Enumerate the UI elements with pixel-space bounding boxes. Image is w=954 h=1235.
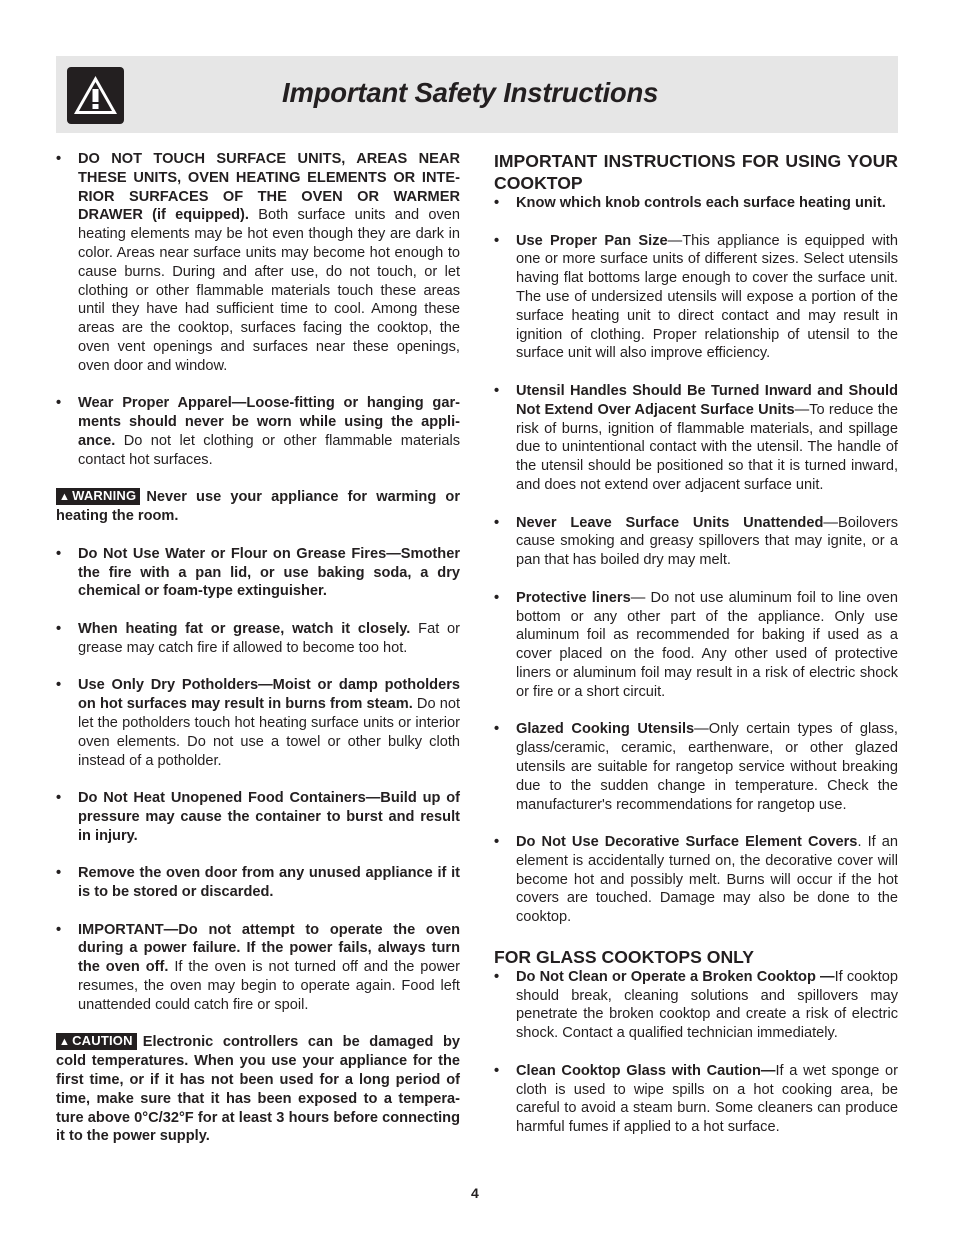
bullet-heading: Protective liners (516, 589, 631, 606)
list-item (56, 864, 460, 902)
caution-label (56, 1033, 137, 1050)
list-item (494, 514, 898, 570)
page-header (56, 56, 898, 133)
bullet-heading: Use Proper Pan Size (516, 232, 668, 249)
bullet-heading: Do Not Use Water or Flour on Grease Fires—Smother the fire with a pan lid, or use baking soda, a dry chemical or foam-type extinguisher. (78, 545, 460, 600)
list-item (494, 968, 898, 1043)
exclamation-warning-icon (67, 67, 124, 124)
section-heading: FOR GLASS COOKTOPS ONLY (494, 946, 755, 967)
bullet-text: —This appliance is equipped with one or more surface units of different sizes. Select utensils having flat bottoms large enough to cover the surface unit. The use of undersized utensils will expose a portion of the surface heating unit to direct contact and may result in ignition of clothing. Proper relationship of utensil to the surface unit will also improve efficiency. (516, 232, 898, 362)
bullet-heading: Do Not Heat Unopened Food Containers—Build up of pressure may cause the container to burst and result in injury. (78, 790, 460, 844)
bullet-heading: Never Leave Surface Units Unattended (516, 514, 824, 531)
bullet-heading: Utensil Handles Should Be Turned Inward and Should Not Extend Over Adjacent Surface Units (516, 382, 898, 418)
bullet-text: —Only certain types of glass, glass/ceramic, ceramic, earthenware, or other glazed utensils are suitable for rangetop service without breaking due to the sudden change in temperature. Check the manufacturer's recommendations for rangetop use. (516, 721, 898, 813)
caution-notice (56, 1033, 460, 1146)
bullet-heading: DO NOT TOUCH SURFACE UNITS, AREAS NEAR THESE UNITS, OVEN HEATING ELEMENTS OR INTE-RIOR SURFACES OF THE OVEN OR WARMER DRAWER (if equipped). (78, 151, 460, 224)
bullet-heading: Do Not Use Decorative Surface Element Covers (516, 834, 858, 851)
list-item (494, 1062, 898, 1137)
warning-triangle-icon: ▲ (59, 1036, 71, 1049)
bullet-text: Both surface units and oven heating elements may be hot even though they are dark in color. Areas near surface units may become hot enough to cause burns. During and after use, do not touch, or let clothing or other flammable materials touch these areas until they have had sufficient time to cool. Among these areas are the cooktop, surfaces facing the cooktop, the oven vent openings and surfaces near these openings, oven door and window. (78, 207, 460, 374)
warning-label (56, 488, 140, 505)
list-item (494, 720, 898, 814)
bullet-text: — Do not use aluminum foil to line oven bottom or any other part of the appliance. Only use aluminum foil as recommended for baking if used as a cover placed on the food. Any other used of protective liners or aluminum foil may result in a risk of electric shock or fire or a short circuit. (516, 589, 898, 700)
section-heading: IMPORTANT INSTRUCTIONS FOR USING YOUR COOKTOP (494, 151, 898, 193)
bullet-text: . If an element is accidentally turned on, the decorative cover will become hot and possibly melt. Burns will occur if the hot covers are touched. Damage may also be done to the cooktop. (516, 834, 898, 926)
warning-notice (56, 488, 460, 526)
list-item (56, 545, 460, 601)
bullet-heading: Clean Cooktop Glass with Caution— (516, 1062, 776, 1079)
right-column (494, 150, 898, 1156)
bullet-text: Do not let the potholders touch hot heating surface units or interior oven elements. Do not use a towel or other bulky cloth instead of a potholder. (78, 696, 460, 769)
bullet-text: Do not let clothing or other flammable materials contact hot surfaces. (78, 432, 460, 468)
list-item (494, 382, 898, 495)
bullet-heading: When heating fat or grease, watch it closely. (78, 620, 411, 637)
list-item (494, 232, 898, 364)
bullet-heading: Wear Proper Apparel—Loose-fitting or hanging gar-ments should never be worn while using the appli-ance. (78, 395, 460, 449)
left-column (56, 150, 460, 1165)
list-item (56, 676, 460, 770)
bullet-heading: Use Only Dry Potholders—Moist or damp potholders on hot surfaces may result in burns from steam. (78, 677, 460, 713)
bullet-text: If a wet sponge or cloth is used to wipe spills on a hot cooking area, be careful to avoid a steam burn. Some cleaners can produce harmful fumes if applied to a hot surface. (516, 1062, 898, 1136)
bullet-heading: Glazed Cooking Utensils (516, 721, 695, 738)
warning-triangle-icon: ▲ (59, 491, 71, 504)
bullet-heading: Do Not Clean or Operate a Broken Cooktop — (516, 968, 835, 985)
bullet-heading: Remove the oven door from any unused appliance if it is to be stored or discarded. (78, 865, 460, 901)
list-item (494, 194, 898, 213)
page-number: 4 (471, 1185, 479, 1201)
list-item (56, 921, 460, 1015)
list-item (56, 620, 460, 658)
bullet-text: If cooktop should break, cleaning solutions and spillovers may penetrate the broken cooktop and create a risk of electric shock. Contact a qualified technician immediately. (516, 968, 898, 1042)
bullet-text: —To reduce the risk of burns, ignition of flammable materials, and spillage due to unintentional contact with the utensil. The handle of the utensil should be positioned so that it is turned inward, and does not extend over adjacent surface unit. (516, 401, 898, 493)
caution-text: Electronic controllers can be damaged by cold temperatures. When you use your appliance for the first time, or if it has not been used for a long period of time, make sure that it has been exposed to a tempera-ture above 0°C/32°F for at least 3 hours before connecting it to the power supply. (56, 1034, 460, 1145)
caution-label-text: CAUTION (72, 1033, 133, 1049)
list-item (56, 150, 460, 376)
bullet-heading: IMPORTANT—Do not attempt to operate the oven during a power failure. If the power fails, always turn the oven off. (78, 921, 460, 976)
list-item (56, 789, 460, 845)
bullet-text: —Boilovers cause smoking and greasy spillovers that may ignite, or a pan that has boiled dry may melt. (516, 514, 898, 569)
list-item (494, 833, 898, 927)
warning-text: Never use your appliance for warming or heating the room. (56, 489, 460, 525)
list-item (494, 589, 898, 702)
bullet-heading: Know which knob controls each surface heating unit. (516, 195, 886, 211)
page-title: Important Safety Instructions (282, 77, 659, 108)
bullet-text: If the oven is not turned off and the power resumes, the oven may begin to operate again. Food left unattended could catch fire or spoil. (78, 959, 460, 1013)
bullet-text: Fat or grease may catch fire if allowed to become too hot. (78, 620, 461, 656)
warning-label-text: WARNING (72, 488, 137, 504)
list-item (56, 394, 460, 469)
